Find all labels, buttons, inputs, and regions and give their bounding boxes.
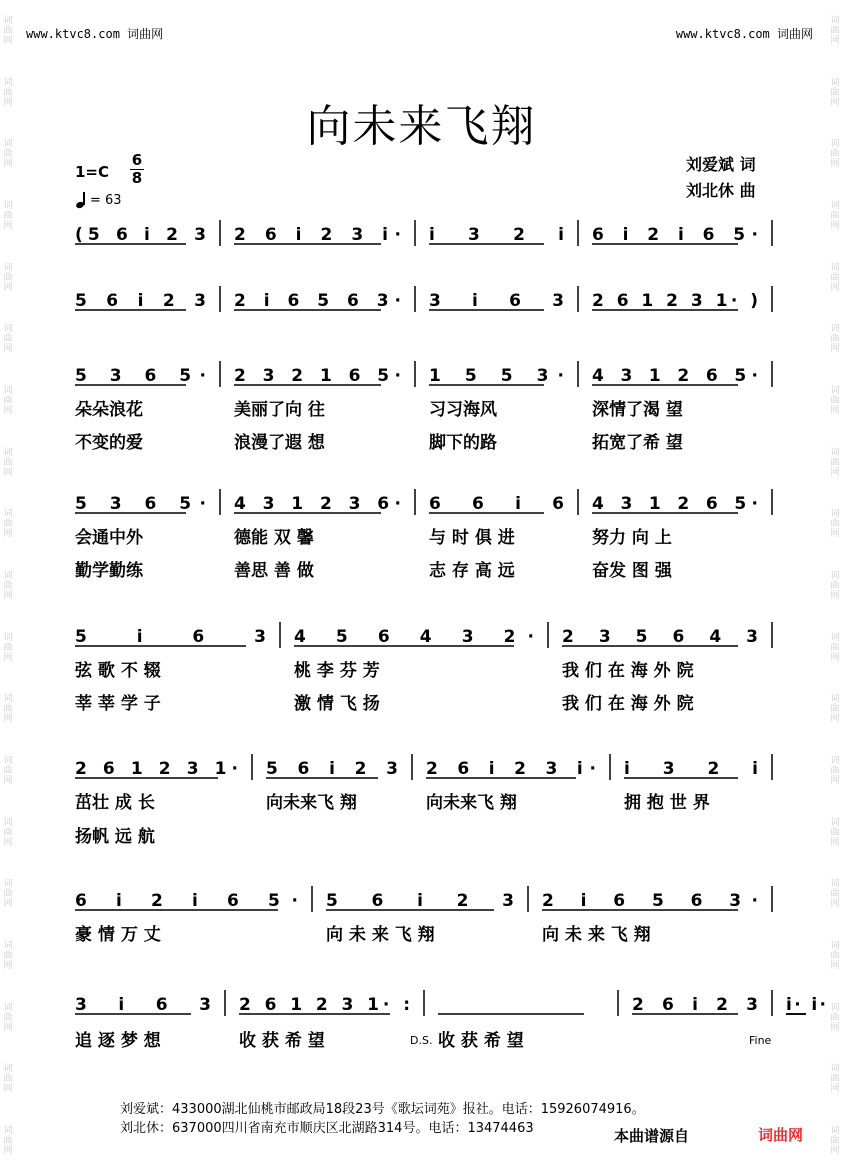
dal-segno-mark: D.S. — [410, 1034, 433, 1047]
measure-notes: 3 i 6 3 — [75, 995, 211, 1015]
measure-notes: 5 6 i 2 3 — [326, 891, 514, 911]
lyric-line: 桃 李 芬 芳 — [294, 661, 380, 681]
watermark-text: 词 曲 网 — [830, 817, 840, 848]
lyric-line: 向未来飞 翔 — [266, 793, 357, 813]
lyric-line: 志 存 高 远 — [429, 561, 515, 581]
measure-notes: 6 i 2 i 6 5· — [592, 225, 758, 245]
measure-notes: 3 i 6 3 — [429, 291, 564, 311]
measure-notes: i 3 2 i — [624, 759, 758, 779]
watermark-text: 词 曲 网 — [830, 509, 840, 540]
lyric-line: 勤学勤练 — [75, 561, 143, 581]
lyric-line: 我 们 在 海 外 院 — [562, 661, 694, 681]
lyric-line: 莘 莘 学 子 — [75, 694, 161, 714]
watermark-text: 词 曲 网 — [3, 200, 13, 231]
measure-notes: 2 6 i 2 3 — [632, 995, 758, 1015]
watermark-text: 词 曲 网 — [830, 940, 840, 971]
lyric-line: 德能 双 馨 — [234, 528, 314, 548]
watermark-text: 词 曲 网 — [830, 570, 840, 601]
measure-notes: i· i· — [786, 995, 826, 1015]
measure-notes: 4 3 1 2 3 6· — [234, 494, 401, 514]
lyric-line: 奋发 图 强 — [592, 561, 672, 581]
watermark-text: 词 曲 网 — [830, 1064, 840, 1095]
watermark-text: 词 曲 网 — [3, 755, 13, 786]
lyric-line: 拥 抱 世 界 — [624, 793, 710, 813]
site-url-left[interactable]: www.ktvc8.com 词曲网 — [26, 27, 164, 41]
measure-notes: 6 6 i 6 — [429, 494, 564, 514]
lyric-line: 扬帆 远 航 — [75, 827, 155, 847]
measure-notes: 2 6 1 2 3 1· ) — [592, 291, 758, 311]
site-url-right[interactable]: www.ktvc8.com 词曲网 — [675, 27, 813, 41]
lyric-line: 向未来飞 翔 — [426, 793, 517, 813]
watermark-text: 词 曲 网 — [3, 77, 13, 108]
key-signature: 1=C — [75, 163, 110, 181]
watermark-text: 词 曲 网 — [830, 755, 840, 786]
lyric-line: 朵朵浪花 — [75, 400, 143, 420]
watermark-text: 词 曲 网 — [3, 324, 13, 355]
fine-mark: Fine — [749, 1034, 772, 1047]
measure-notes: 2 6 1 2 3 1· — [75, 759, 238, 779]
lyric-line: 深情了渴 望 — [592, 400, 683, 420]
watermark-text: 词 曲 网 — [830, 324, 840, 355]
watermark-text: 词 曲 网 — [830, 447, 840, 478]
watermark-text: 词 曲 网 — [830, 385, 840, 416]
lyric-line: 与 时 俱 进 — [429, 528, 515, 548]
watermark-text: 词 曲 网 — [3, 632, 13, 663]
watermark-text: 词 曲 网 — [3, 385, 13, 416]
watermark-text: 词 曲 网 — [3, 1064, 13, 1095]
lyric-line: 激 情 飞 扬 — [294, 694, 380, 714]
lyricist-credit: 刘爱斌 词 — [686, 155, 756, 174]
watermark-text: 词 曲 网 — [830, 139, 840, 170]
footer-lyricist-address: 刘爱斌：433000湖北仙桃市邮政局18段23号《歌坛词苑》报社。电话：15926074916。 — [120, 1102, 645, 1117]
measure-notes: 5 6 i 2 3 — [75, 291, 206, 311]
watermark-text: 词 曲 网 — [3, 570, 13, 601]
lyric-line: 善思 善 做 — [234, 561, 314, 581]
lyric-line: 美丽了向 往 — [234, 400, 325, 420]
watermark-text: 词 曲 网 — [3, 817, 13, 848]
time-signature-top: 6 — [131, 151, 143, 169]
measure-notes: 2 6 1 2 3 1· : — [239, 995, 410, 1015]
measure-notes: 2 3 5 6 4 3 — [562, 627, 758, 647]
lyric-line: 不变的爱 — [75, 433, 143, 453]
watermark-text: 词 曲 网 — [3, 940, 13, 971]
watermark-text: 词 曲 网 — [3, 139, 13, 170]
measure-notes: 4 5 6 4 3 2· — [294, 627, 534, 647]
brand-logo[interactable]: 词曲网 — [758, 1126, 804, 1144]
measure-notes: 5 3 6 5· — [75, 366, 206, 386]
watermark-text: 词 曲 网 — [3, 694, 13, 725]
watermark-text: 词 曲 网 — [3, 1002, 13, 1033]
watermark-text: 词 曲 网 — [830, 1002, 840, 1033]
lyric-line: 向 未 来 飞 翔 — [542, 925, 651, 945]
lyric-line: 收 获 希 望 — [239, 1031, 325, 1051]
measure-notes: 2 i 6 5 6 3· — [234, 291, 401, 311]
measure-notes: (5 6 i 2 3 — [75, 225, 206, 245]
measure-notes: 2 i 6 5 6 3· — [542, 891, 758, 911]
footer-composer-address: 刘北休：637000四川省南充市顺庆区北湖路314号。电话：13474463 — [120, 1121, 534, 1136]
lyric-line: 脚下的路 — [429, 433, 497, 453]
measure-notes: 4 3 1 2 6 5· — [592, 494, 758, 514]
measure-notes: 5 3 6 5· — [75, 494, 206, 514]
measure-notes: 2 3 2 1 6 5· — [234, 366, 401, 386]
watermark-text: 词 曲 网 — [830, 15, 840, 46]
measure-notes: 6 i 2 i 6 5· — [75, 891, 298, 911]
measure-notes: 5 i 6 3 — [75, 627, 266, 647]
watermark-text: 词 曲 网 — [830, 262, 840, 293]
watermark-text: 词 曲 网 — [830, 1125, 840, 1156]
lyric-line: 豪 情 万 丈 — [75, 925, 161, 945]
measure-notes: 4 3 1 2 6 5· — [592, 366, 758, 386]
watermark-text: 词 曲 网 — [830, 200, 840, 231]
measure-notes: 2 6 i 2 3 i· — [426, 759, 596, 779]
measure-notes: 1 5 5 3· — [429, 366, 564, 386]
measure-notes: i 3 2 i — [429, 225, 564, 245]
lyric-line: 茁壮 成 长 — [75, 793, 155, 813]
lyric-line: 弦 歌 不 辍 — [75, 661, 161, 681]
lyric-line: 努力 向 上 — [592, 528, 672, 548]
lyric-line: 收 获 希 望 — [438, 1031, 524, 1051]
lyric-line: 浪漫了遐 想 — [234, 433, 325, 453]
watermark-text: 词 曲 网 — [830, 694, 840, 725]
measure-notes: 2 6 i 2 3 i· — [234, 225, 401, 245]
lyric-line: 我 们 在 海 外 院 — [562, 694, 694, 714]
song-title: 向未来飞翔 — [306, 101, 537, 152]
lyric-line: 拓宽了希 望 — [592, 433, 683, 453]
watermark-text: 词 曲 网 — [830, 77, 840, 108]
lyric-line: 向 未 来 飞 翔 — [326, 925, 435, 945]
lyric-line: 习习海风 — [429, 400, 497, 420]
watermark-text: 词 曲 网 — [3, 879, 13, 910]
composer-credit: 刘北休 曲 — [686, 181, 756, 200]
lyric-line: 追 逐 梦 想 — [75, 1031, 161, 1051]
source-note: 本曲谱源自 — [614, 1127, 690, 1145]
watermark-text: 词 曲 网 — [830, 879, 840, 910]
watermark-text: 词 曲 网 — [3, 1125, 13, 1156]
watermark-text: 词 曲 网 — [3, 15, 13, 46]
tempo-value: = 63 — [90, 192, 122, 208]
watermark-text: 词 曲 网 — [830, 632, 840, 663]
lyric-line: 会通中外 — [75, 528, 143, 548]
measure-notes: 5 6 i 2 3 — [266, 759, 398, 779]
time-signature-bottom: 8 — [131, 169, 143, 187]
watermark-text: 词 曲 网 — [3, 262, 13, 293]
watermark-text: 词 曲 网 — [3, 447, 13, 478]
watermark-text: 词 曲 网 — [3, 509, 13, 540]
